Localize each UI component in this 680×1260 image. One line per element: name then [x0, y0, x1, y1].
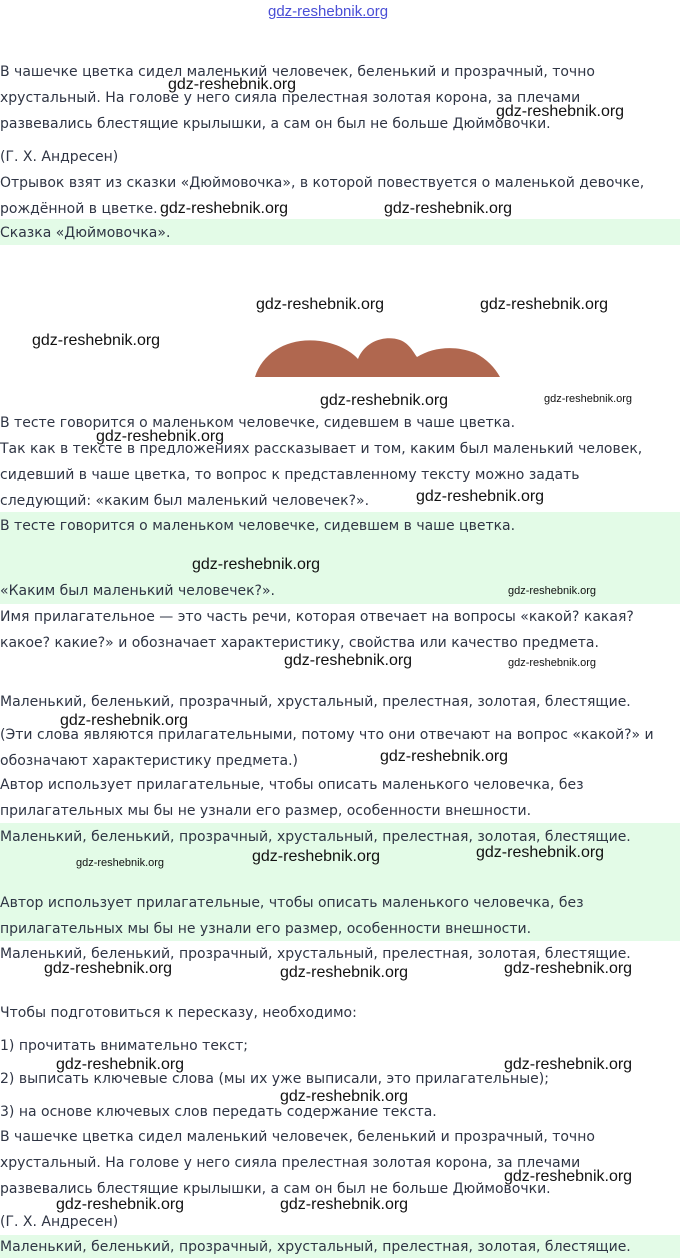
- watermark: gdz-reshebnik.org: [504, 960, 633, 977]
- watermark: gdz-reshebnik.org: [96, 428, 225, 445]
- text-line: какое? какие?» и обозначает характеристику, свойства или качество предмета.: [0, 635, 599, 651]
- text-line: Автор использует прилагательные, чтобы описать маленького человечка, без: [0, 777, 584, 793]
- text-line: 1) прочитать внимательно текст;: [0, 1038, 248, 1054]
- text-line: В чашечке цветка сидел маленький человечек, беленький и прозрачный, точно: [0, 1129, 595, 1145]
- watermark: gdz-reshebnik.org: [504, 1056, 633, 1073]
- text-line: (Г. Х. Андресен): [0, 1214, 119, 1230]
- watermark: gdz-reshebnik.org: [32, 332, 161, 349]
- text-line: рождённой в цветке.: [0, 201, 158, 217]
- watermark: gdz-reshebnik.org: [284, 652, 413, 669]
- watermark: gdz-reshebnik.org: [280, 1088, 409, 1105]
- watermark: gdz-reshebnik.org: [476, 844, 605, 861]
- text-line: (Г. Х. Андресен): [0, 149, 119, 165]
- text-line: Чтобы подготовиться к пересказу, необходимо:: [0, 1005, 357, 1021]
- text-line: прилагательных мы бы не узнали его размер, особенности внешности.: [0, 803, 532, 819]
- cloud-shape-icon: [255, 335, 500, 377]
- text-line: Отрывок взят из сказки «Дюймовочка», в которой повествуется о маленькой девочке,: [0, 175, 645, 191]
- text-line: прилагательных мы бы не узнали его размер, особенности внешности.: [0, 921, 532, 937]
- text-line: сидевший в чаше цветка, то вопрос к представленному тексту можно задать: [0, 467, 580, 483]
- watermark: gdz-reshebnik.org: [44, 960, 173, 977]
- watermark: gdz-reshebnik.org: [380, 748, 509, 765]
- watermark: gdz-reshebnik.org: [280, 1196, 409, 1213]
- watermark: gdz-reshebnik.org: [416, 488, 545, 505]
- watermark: gdz-reshebnik.org: [480, 296, 609, 313]
- text-line: В тесте говорится о маленьком человечке, сидевшем в чаше цветка.: [0, 415, 516, 431]
- watermark: gdz-reshebnik.org: [280, 964, 409, 981]
- text-line: В чашечке цветка сидел маленький человечек, беленький и прозрачный, точно: [0, 64, 595, 80]
- watermark: gdz-reshebnik.org: [168, 76, 297, 93]
- text-line: хрустальный. На голове у него сияла прелестная золотая корона, за плечами: [0, 1155, 581, 1171]
- watermark: gdz-reshebnik.org: [56, 1196, 185, 1213]
- watermark: gdz-reshebnik.org: [76, 857, 165, 869]
- text-line: развевались блестящие крылышки, а сам он был не больше Дюймовочки.: [0, 116, 551, 132]
- watermark: gdz-reshebnik.org: [252, 848, 381, 865]
- text-line: 2) выписать ключевые слова (мы их уже выписали, это прилагательные);: [0, 1071, 549, 1087]
- text-line: развевались блестящие крылышки, а сам он был не больше Дюймовочки.: [0, 1181, 551, 1197]
- text-line: В тесте говорится о маленьком человечке, сидевшем в чаше цветка.: [0, 518, 516, 534]
- text-line: Автор использует прилагательные, чтобы описать маленького человечка, без: [0, 895, 584, 911]
- text-line: следующий: «каким был маленький человечек?».: [0, 493, 370, 509]
- watermark: gdz-reshebnik.org: [60, 712, 189, 729]
- text-line: «Каким был маленький человечек?».: [0, 583, 275, 599]
- text-line: 3) на основе ключевых слов передать содержание текста.: [0, 1104, 437, 1120]
- text-line: Маленький, беленький, прозрачный, хрустальный, прелестная, золотая, блестящие.: [0, 694, 631, 710]
- text-line: Сказка «Дюймовочка».: [0, 225, 171, 241]
- text-line: хрустальный. На голове у него сияла прелестная золотая корона, за плечами: [0, 90, 581, 106]
- watermark: gdz-reshebnik.org: [320, 392, 449, 409]
- watermark: gdz-reshebnik.org: [508, 585, 597, 597]
- watermark: gdz-reshebnik.org: [192, 556, 321, 573]
- site-link[interactable]: gdz-reshebnik.org: [268, 3, 389, 20]
- watermark: gdz-reshebnik.org: [384, 200, 513, 217]
- text-line: Имя прилагательное — это часть речи, которая отвечает на вопросы «какой? какая?: [0, 609, 634, 625]
- watermark: gdz-reshebnik.org: [508, 657, 597, 669]
- text-line: Маленький, беленький, прозрачный, хрустальный, прелестная, золотая, блестящие.: [0, 946, 631, 962]
- watermark: gdz-reshebnik.org: [496, 103, 625, 120]
- text-line: Маленький, беленький, прозрачный, хрустальный, прелестная, золотая, блестящие.: [0, 1239, 631, 1255]
- watermark: gdz-reshebnik.org: [544, 393, 633, 405]
- text-line: обозначают характеристику предмета.): [0, 753, 299, 769]
- text-line: (Эти слова являются прилагательными, потому что они отвечают на вопрос «какой?» и: [0, 727, 654, 743]
- text-line: Так как в тексте в предложениях рассказывает и том, каким был маленький человек,: [0, 441, 643, 457]
- text-line: Маленький, беленький, прозрачный, хрустальный, прелестная, золотая, блестящие.: [0, 829, 631, 845]
- watermark: gdz-reshebnik.org: [256, 296, 385, 313]
- watermark: gdz-reshebnik.org: [56, 1056, 185, 1073]
- watermark: gdz-reshebnik.org: [504, 1168, 633, 1185]
- watermark: gdz-reshebnik.org: [160, 200, 289, 217]
